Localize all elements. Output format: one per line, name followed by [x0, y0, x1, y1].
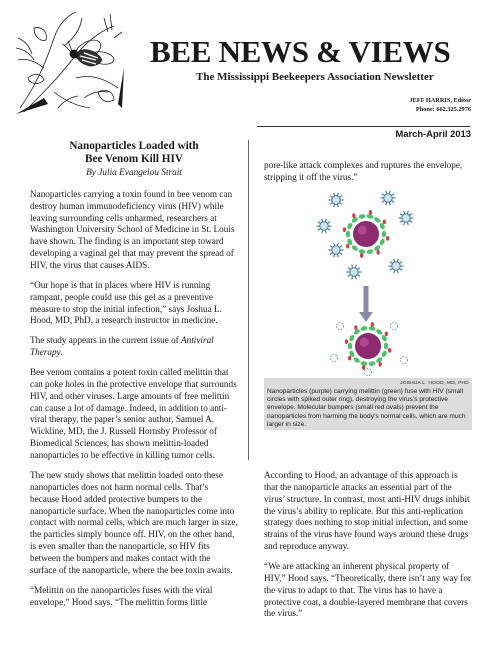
article-title-line2: Bee Venom Kill HIV	[85, 153, 183, 166]
figure-caption: Nanoparticles (purple) carrying melittin (green) fuse with HIV (small circles with spiked outer ring), destroying the virus’s protective envelope. Molecular bumpers (small red ovals) prevent the nanoparticles from harming the body’s normal cells, which are much larger in size.	[267, 388, 466, 428]
paragraph-6: “Melittin on the nanoparticles fuses with the viral envelope,” Hood says. “The melittin forms little	[30, 584, 213, 607]
paragraph-1: Nanoparticles carrying a toxin found in bee venom can destroy human immunodeficiency virus (HIV) while leaving surrounding cells unharmed, researchers at Washington University School of Medicine in St. Louis have shown. The finding is an important step toward developing a vaginal gel that may prevent the spread of HIV, the virus that causes AIDS.	[30, 188, 235, 271]
hiv-virus	[392, 262, 400, 270]
hiv-virus	[332, 196, 340, 204]
melittin-molecule	[346, 222, 353, 230]
paragraph-4: Bee venom contains a potent toxin called melittin that can poke holes in the protective envelope that surrounds HIV, and other viruses. Large amounts of free melittin can cause a lot of damage. Indeed, in addition to anti-viral therapy, the paper’s senior author, Samuel A. Wickline, MD, the J. Russell Hornsby Professor of Biomedical Sciences, has shown melittin-loaded nanoparticles to be effective in killing tumor cells.	[30, 367, 237, 461]
header-rule	[257, 126, 470, 127]
bumper-molecule	[388, 348, 391, 353]
editor-name: JEFF HARRIS, Editor	[409, 97, 471, 104]
column-divider	[248, 140, 249, 460]
bumper-molecule	[385, 331, 388, 336]
bumper-molecule	[383, 219, 386, 224]
melittin-molecule	[346, 231, 350, 238]
arrow-head	[359, 312, 373, 322]
stripped-virus	[331, 355, 338, 362]
melittin-molecule	[360, 326, 368, 332]
journal-name: Antiviral Therapy	[30, 335, 214, 358]
melittin-molecule	[348, 334, 355, 342]
article-byline: By Julia Evangelou Strait	[86, 167, 182, 178]
editor-block	[409, 97, 471, 114]
article-title-line1: Nanoparticles Loaded with	[69, 140, 199, 152]
newsletter-title: BEE NEWS & VIEWS	[150, 34, 451, 69]
nanoparticle-highlight	[360, 338, 369, 347]
arrow-shaft	[364, 286, 369, 312]
article-right-column-bottom	[264, 470, 472, 628]
melittin-molecule	[351, 244, 359, 252]
bumper-molecule	[345, 339, 348, 344]
bumper-molecule	[371, 322, 374, 327]
paragraph-3-end: .	[60, 347, 63, 358]
hiv-virus	[402, 214, 410, 222]
figure-credit: JOSHUA L. HOOD, MD, PHD	[399, 381, 469, 386]
paragraph-3-text: The study appears in the current issue of	[30, 335, 182, 346]
bumper-molecule	[386, 236, 389, 241]
nanoparticle-figure	[264, 188, 472, 378]
editor-phone: Phone: 662.325.2976	[415, 105, 471, 113]
melittin-molecule	[373, 216, 381, 224]
melittin-molecule	[348, 343, 352, 350]
article-title	[30, 140, 238, 167]
hiv-virus	[350, 268, 358, 276]
stripped-virus	[391, 323, 398, 330]
article-right-column-top	[264, 160, 472, 192]
melittin-molecule	[368, 361, 376, 367]
bumper-molecule	[360, 253, 363, 258]
stripped-virus	[365, 369, 372, 376]
bumper-molecule	[362, 365, 365, 370]
bumper-molecule	[369, 210, 372, 215]
melittin-molecule	[358, 214, 366, 220]
melittin-molecule	[379, 238, 386, 246]
paragraph-continued: pore-like attack complexes and ruptures the envelope, stripping it off the virus.”	[264, 160, 463, 182]
nanoparticle-highlight	[358, 226, 367, 235]
newsletter-subtitle: The Mississippi Beekeepers Association Newsletter	[196, 71, 434, 83]
stripped-virus	[401, 357, 408, 364]
paragraph-5: The new study shows that melittin loaded onto these nanoparticles does not harm normal cells. That’s because Hood added protective bumpers to the nanoparticle surface. When the nanoparticles come into contact with normal cells, which are much larger in size, the particles simply bounce off. HIV, on the other hand, is even smaller than the nanoparticle, so HIV fits between the bumpers and makes contact with the surface of the nanoparticle, where the bee toxin awaits.	[30, 469, 238, 575]
bumper-molecule	[343, 227, 346, 232]
paragraph-7: According to Hood, an advantage of this approach is that the nanoparticle attacks an essential part of the virus’ structure. In contrast, most anti-HIV drugs inhibit the virus’s ability to replicate. But this anti-replication strategy does nothing to stop initial infection, and some strains of the virus have found ways around these drugs and reproduce anyway.	[264, 470, 470, 552]
stripped-virus	[337, 323, 344, 330]
bumper-molecule	[354, 325, 357, 330]
bee-logo-illustration	[14, 8, 126, 116]
melittin-molecule	[382, 231, 386, 238]
bumper-molecule	[352, 213, 355, 218]
melittin-molecule	[366, 249, 374, 255]
paragraph-8: “We are attacking an inherent physical property of HIV,” Hood says. “Theoretically, there isn’t any way for the virus to adapt to that. The virus has to have a protective coat, a double-layered membrane that covers the virus.”	[264, 561, 471, 619]
bumper-molecule	[379, 362, 382, 367]
issue-date: March-April 2013	[395, 128, 471, 139]
paragraph-3	[30, 335, 238, 359]
article-left-column	[30, 140, 238, 616]
melittin-molecule	[384, 343, 388, 350]
melittin-molecule	[375, 328, 383, 336]
hiv-virus	[332, 246, 340, 254]
nanoparticle	[353, 221, 379, 247]
melittin-molecule	[353, 356, 361, 364]
figure-caption-box	[264, 378, 472, 430]
hiv-virus	[320, 222, 328, 230]
melittin-molecule	[381, 350, 388, 358]
bumper-molecule	[377, 250, 380, 255]
nanoparticle	[355, 333, 381, 359]
bumper-molecule	[348, 356, 351, 361]
hiv-virus	[384, 194, 392, 202]
bumper-molecule	[346, 244, 349, 249]
paragraph-2: “Our hope is that in places where HIV is running rampant, people could use this gel as a preventive measure to stop the initial infection,” says Joshua L. Hood, MD, PhD, a research instructor in medicine.	[30, 279, 222, 326]
